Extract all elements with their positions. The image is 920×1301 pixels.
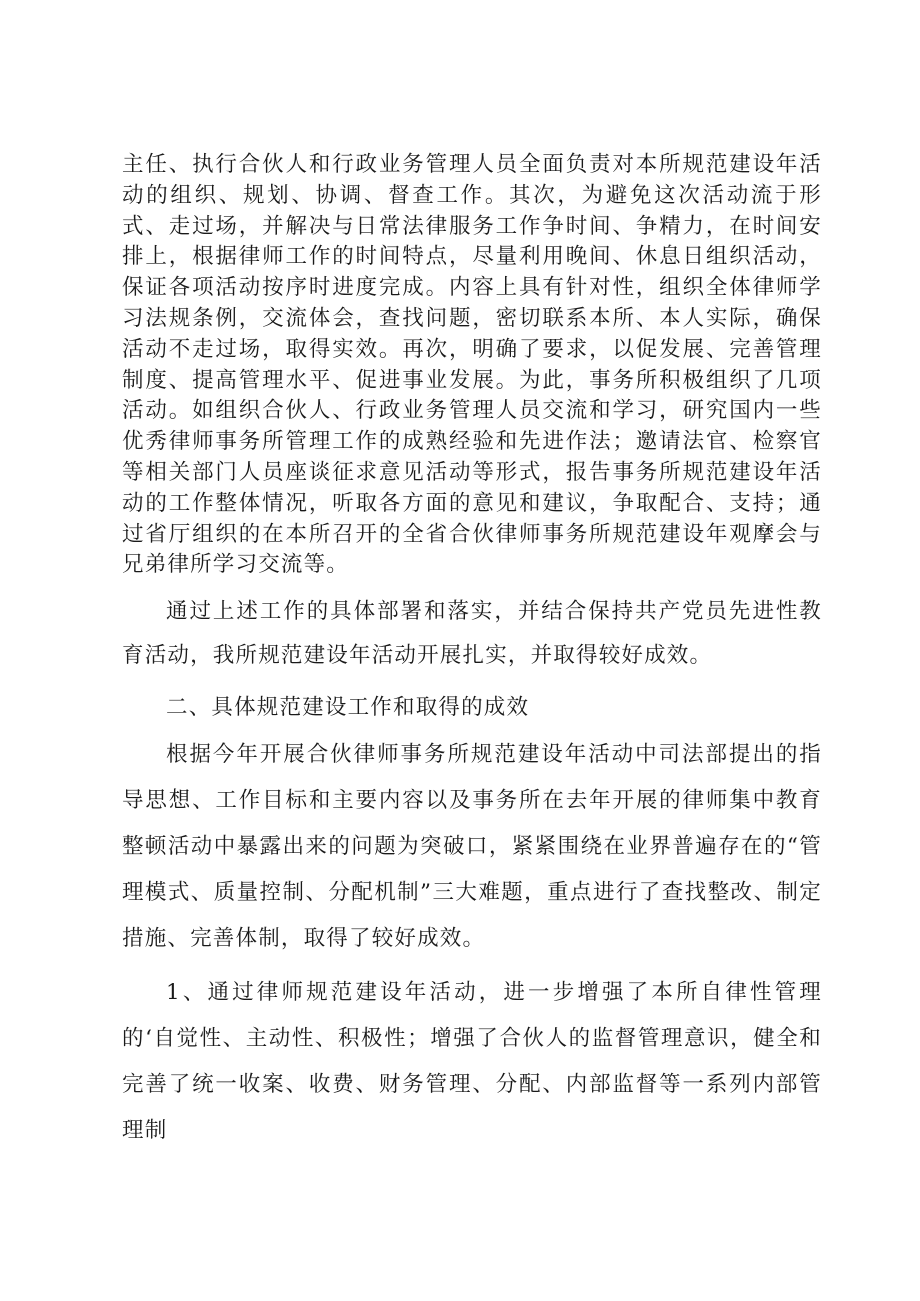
- body-paragraph: 根据今年开展合伙律师事务所规范建设年活动中司法部提出的指导思想、工作目标和主要内容以及事务所在去年开展的律师集中教育整顿活动中暴露出来的问题为突破口，紧紧围绕在业界普遍存在的“管理模式、质量控制、分配机制”三大难题，重点进行了查找整改、制定措施、完善体制，取得了较好成效。: [122, 742, 822, 951]
- body-paragraph: 通过上述工作的具体部署和落实，并结合保持共产党员先进性教育活动，我所规范建设年活动开展扎实，并取得较好成效。: [122, 599, 822, 668]
- body-paragraph: 1、通过律师规范建设年活动，进一步增强了本所自律性管理的‘自觉性、主动性、积极性；增强了合伙人的监督管理意识，健全和完善了统一收案、收费、财务管理、分配、内部监督等一系列内部管理制: [122, 980, 822, 1143]
- section-heading: 二、具体规范建设工作和取得的成效: [166, 695, 530, 720]
- body-paragraph: 主任、执行合伙人和行政业务管理人员全面负责对本所规范建设年活动的组织、规划、协调、督查工作。其次，为避免这次活动流于形式、走过场，并解决与日常法律服务工作争时间、争精力，在时间安排上，根据律师工作的时间特点，尽量利用晚间、休息日组织活动，保证各项活动按序时进度完成。内容上具有针对性，组织全体律师学习法规条例，交流体会，查找问题，密切联系本所、本人实际，确保活动不走过场，取得实效。再次，明确了要求，以促发展、完善管理制度、提高管理水平、促进事业发展。为此，事务所积极组织了几项活动。如组织合伙人、行政业务管理人员交流和学习，研究国内一些优秀律师事务所管理工作的成熟经验和先进作法；邀请法官、检察官等相关部门人员座谈征求意见活动等形式，报告事务所规范建设年活动的工作整体情况，听取各方面的意见和建议，争取配合、支持；通过省厅组织的在本所召开的全省合伙律师事务所规范建设年观摩会与兄弟律所学习交流等。: [122, 152, 822, 578]
